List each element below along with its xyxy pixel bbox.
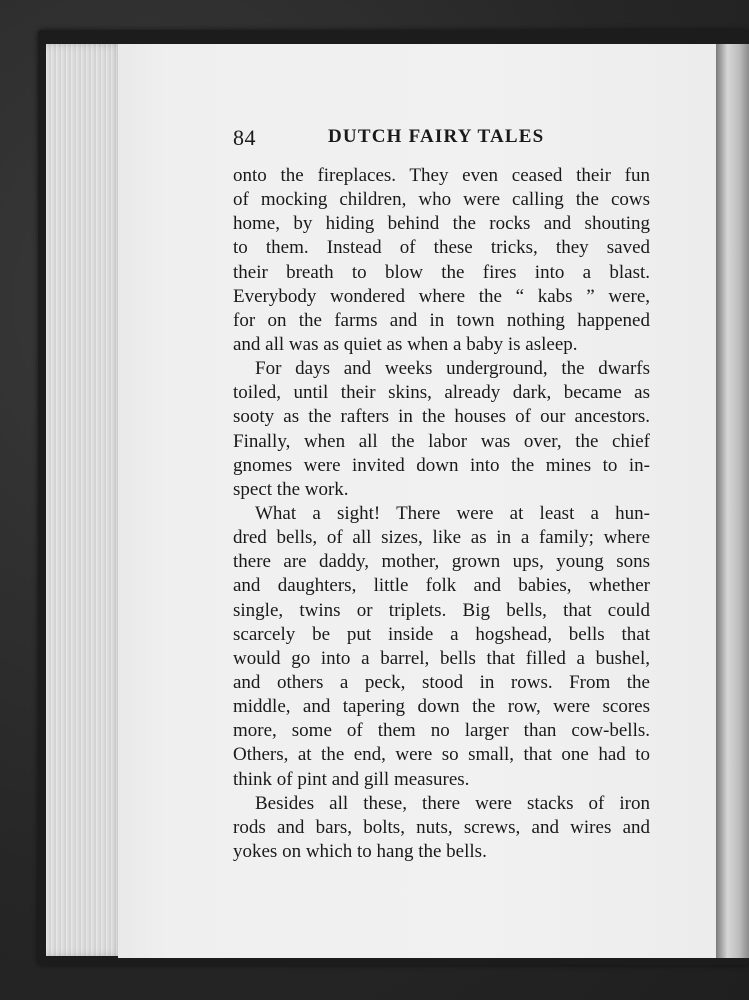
text-line: and others a peck, stood in rows. From the bbox=[233, 671, 650, 693]
book-gutter bbox=[716, 44, 749, 958]
text-line: would go into a barrel, bells that filled a bushel, bbox=[233, 647, 650, 669]
text-line: yokes on which to hang the bells. bbox=[233, 840, 487, 862]
text-line: Everybody wondered where the “ kabs ” were, bbox=[233, 285, 650, 307]
text-line: onto the fireplaces. They even ceased their fun bbox=[233, 165, 650, 186]
text-line: think of pint and gill measures. bbox=[233, 768, 470, 790]
body-text bbox=[233, 164, 650, 864]
text-line: their breath to blow the fires into a blast. bbox=[233, 261, 650, 283]
page-edges bbox=[46, 44, 124, 956]
text-line: of mocking children, who were calling the cows bbox=[233, 189, 650, 211]
text-line: rods and bars, bolts, nuts, screws, and wires and bbox=[233, 816, 650, 838]
text-line: and all was as quiet as when a baby is asleep. bbox=[233, 333, 578, 355]
text-line: single, twins or triplets. Big bells, that could bbox=[233, 599, 650, 621]
text-line: sooty as the rafters in the houses of our ancestors. bbox=[233, 406, 650, 428]
running-title: DUTCH FAIRY TALES bbox=[328, 126, 545, 147]
text-line: home, by hiding behind the rocks and shouting bbox=[233, 213, 650, 235]
text-line: to them. Instead of these tricks, they saved bbox=[233, 237, 650, 259]
text-line: scarcely be put inside a hogshead, bells that bbox=[233, 623, 650, 645]
text-line: and daughters, little folk and babies, whether bbox=[233, 575, 650, 597]
text-line: middle, and tapering down the row, were scores bbox=[233, 696, 650, 718]
text-line: for on the farms and in town nothing happened bbox=[233, 309, 650, 331]
text-line: For days and weeks underground, the dwarfs bbox=[255, 358, 650, 380]
page-number: 84 bbox=[233, 125, 256, 150]
text-line: Others, at the end, were so small, that one had to bbox=[233, 744, 650, 766]
page-header bbox=[233, 125, 650, 155]
text-line: Finally, when all the labor was over, the chief bbox=[233, 430, 650, 452]
text-line: there are daddy, mother, grown ups, young sons bbox=[233, 551, 650, 573]
text-line: Besides all these, there were stacks of iron bbox=[255, 792, 650, 814]
text-line: gnomes were invited down into the mines to in- bbox=[233, 454, 650, 476]
text-line: more, some of them no larger than cow-bells. bbox=[233, 720, 650, 742]
text-line: spect the work. bbox=[233, 478, 349, 500]
text-line: toiled, until their skins, already dark, became as bbox=[233, 382, 650, 404]
text-line: dred bells, of all sizes, like as in a family; where bbox=[233, 527, 650, 549]
text-line: What a sight! There were at least a hun- bbox=[255, 502, 650, 524]
